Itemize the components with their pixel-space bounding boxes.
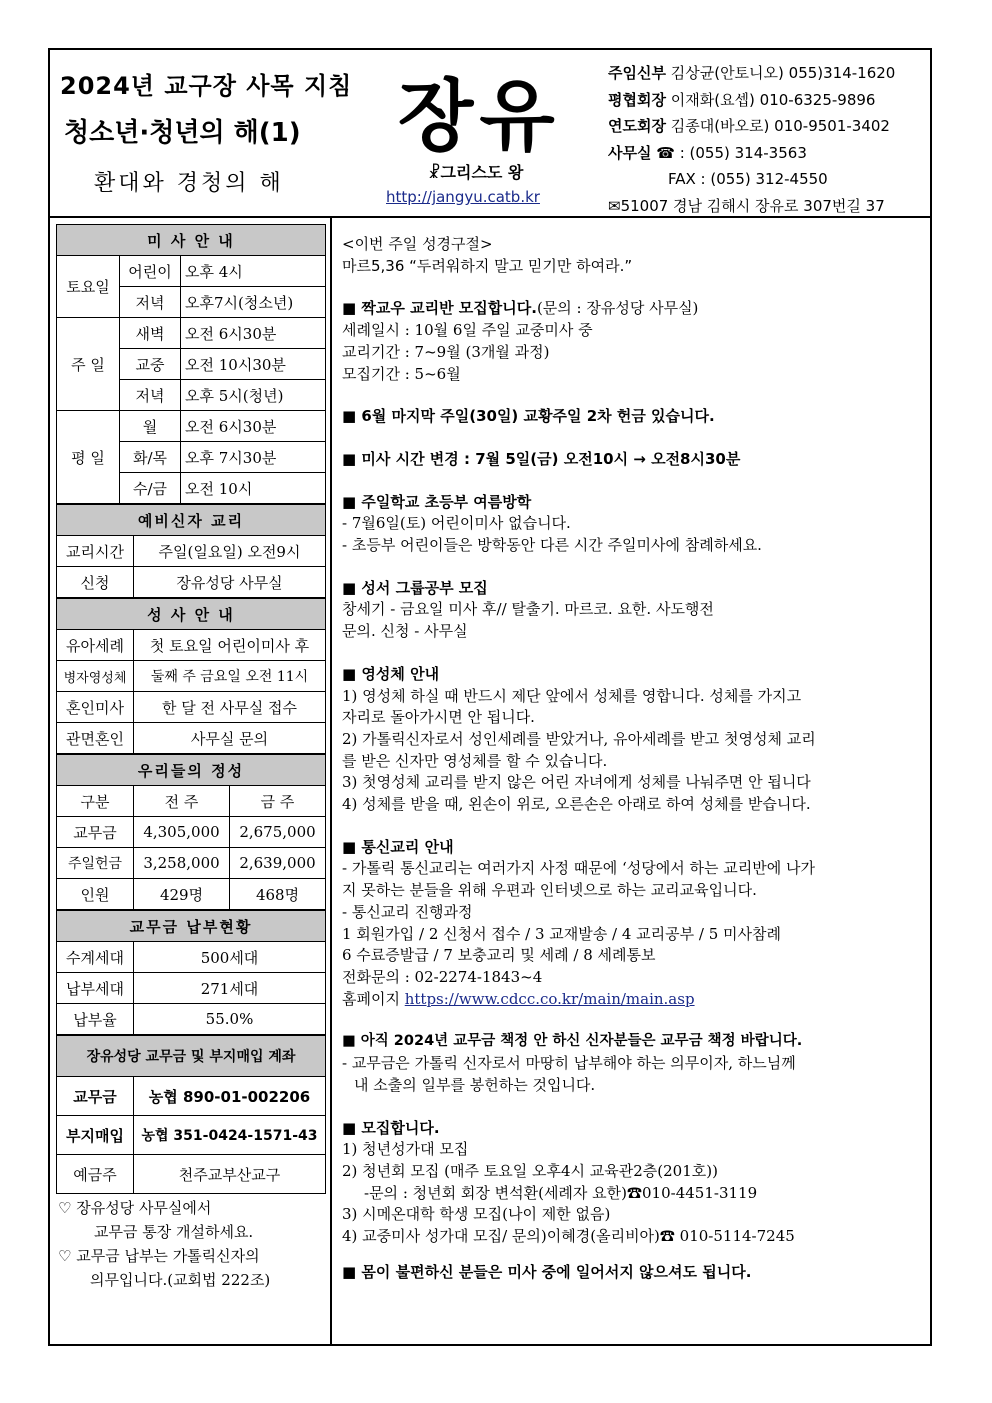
row-label: 인원 [57,879,134,910]
mass-kind: 월 [120,411,181,442]
account-table [56,1035,326,1194]
notice-line: - 7월6일(토) 어린이미사 없습니다. [342,514,571,533]
row-label: 부지매입 [57,1116,134,1155]
offering-value: 429명 [134,879,230,910]
account-number: 농협 890-01-002206 [134,1077,326,1116]
notice-heading: ■ 6월 마지막 주일(30일) 교황주일 2차 헌금 있습니다. [342,407,715,426]
offering-value: 2,675,000 [230,817,326,848]
offering-value: 468명 [230,879,326,910]
notice-line: 4) 교중미사 성가대 모집/ 문의)이혜경(올리비아)☎ 010-5114-7245 [342,1227,795,1246]
contact-label: 평협회장 [608,90,666,109]
notice-line: 4) 성체를 받을 때, 왼손이 위로, 오른손은 아래로 하여 성체를 받습니다. [342,795,811,814]
mass-time: 오후 7시30분 [181,442,326,473]
row-label: 수계세대 [57,942,134,973]
contact-label: 연도회장 [608,117,666,135]
notice-heading: ■ 아직 2024년 교무금 책정 안 하신 신자분들은 교무금 책정 바랍니다. [342,1033,803,1050]
dues-table [56,910,326,1035]
notice-line: - 교무금은 가톨릭 신자로서 마땅히 납부해야 하는 의무이자, 하느님께 [342,1054,796,1073]
sacrament-title: 성 사 안 내 [57,599,326,630]
notice-heading: ■ 통신교리 안내 [342,837,454,856]
mass-time: 오전 6시30분 [181,411,326,442]
contact-row [608,60,895,87]
notice-line: - 가톨릭 통신교리는 여러가지 사정 때문에 ‘성당에서 하는 교리반에 나가 [342,859,815,878]
row-label: 교무금 [57,1077,134,1116]
day-sunday: 주 일 [57,318,120,411]
mass-title: 미 사 안 내 [57,225,326,256]
offering-value: 4,305,000 [134,817,230,848]
parish-title: 장유 [398,72,561,162]
row-value: 사무실 문의 [134,723,326,754]
note-line: 교무금 통장 개설하세요. [94,1223,254,1241]
notice-contact: (문의 : 장유성당 사무실) [536,299,699,318]
notice-heading: ■ 주일학교 초등부 여름방학 [342,492,532,511]
mass-time: 오후 4시 [181,256,326,287]
mass-kind: 수/금 [120,473,181,504]
account-notes [56,1196,326,1292]
verse-text: 마르5,36 “두려워하지 말고 믿기만 하여라.” [342,256,633,275]
row-value: 장유성당 사무실 [134,567,326,598]
notice-line: 를 받은 신자만 영성체를 할 수 있습니다. [342,751,608,770]
mass-kind: 어린이 [120,256,181,287]
row-value: 55.0% [134,1004,326,1035]
notice-heading: ■ 짝교우 교리반 모집합니다. [342,299,537,318]
notice-line: 1) 영성체 하실 때 반드시 제단 앞에서 성체를 영합니다. 성체를 가지고 [342,686,802,705]
mass-time: 오전 10시 [181,473,326,504]
mass-kind: 새벽 [120,318,181,349]
notice-column [330,216,932,1344]
notice-line: 내 소출의 일부를 봉헌하는 것입니다. [354,1075,596,1094]
row-label: 병자영성체 [57,661,134,692]
mass-time: 오후7시(청소년) [181,287,326,318]
catechumen-title: 예비신자 교리 [57,505,326,536]
row-label: 교무금 [57,817,134,848]
account-holder: 천주교부산교구 [134,1155,326,1194]
row-value: 첫 토요일 어린이미사 후 [134,630,326,661]
row-label: 주일헌금 [57,848,134,879]
header [50,50,930,218]
row-value: 둘째 주 금요일 오전 11시 [134,661,326,692]
column-header: 구분 [57,786,134,817]
mass-schedule-table [56,224,326,504]
notice-line: 2) 청년회 모집 (매주 토요일 오후4시 교육관2층(201호)) [342,1161,718,1180]
contact-row [608,113,895,140]
row-label: 신청 [57,567,134,598]
notice-line: 교리기간 : 7~9월 (3개월 과정) [342,342,550,361]
column-header: 금 주 [230,786,326,817]
feast-name: ☧그리스도 왕 [428,163,524,182]
row-label: 혼인미사 [57,692,134,723]
left-column [56,224,326,1292]
mass-kind: 저녁 [120,380,181,411]
pastoral-guideline: 2024년 교구장 사목 지침 [60,72,353,100]
notice-line: 지 못하는 분들을 위해 우편과 인터넷으로 하는 교리교육입니다. [342,881,757,900]
notice-line: 모집기간 : 5~6월 [342,364,461,383]
notices [342,234,928,1283]
row-label: 납부세대 [57,973,134,1004]
bulletin-frame [48,48,932,1346]
notice-line: 전화문의 : 02-2274-1843~4 [342,967,543,986]
homepage-label: 홈페이지 [342,989,405,1008]
notice-line: 1) 청년성가대 모집 [342,1140,469,1159]
homepage-link[interactable]: https://www.cdcc.co.kr/main/main.asp [404,989,695,1008]
notice-line: 창세기 - 금요일 미사 후// 탈출기. 마르코. 요한. 사도행전 [342,600,714,619]
offering-table [56,754,326,910]
year-theme: 청소년·청년의 해(1) [64,118,301,148]
day-weekday: 평 일 [57,411,120,504]
row-value: 271세대 [134,973,326,1004]
verse-title: <이번 주일 성경구절> [342,235,493,253]
mass-kind: 저녁 [120,287,181,318]
notice-line: 세례일시 : 10월 6일 주일 교중미사 중 [342,321,593,340]
column-header: 전 주 [134,786,230,817]
notice-line: 1 회원가입 / 2 신청서 접수 / 3 교재발송 / 4 교리공부 / 5 미사참례 [342,924,781,943]
notice-line: 3) 첫영성체 교리를 받지 않은 어린 자녀에게 성체를 나눠주면 안 됩니다 [342,773,811,792]
notice-heading: ■ 성서 그룹공부 모집 [342,578,488,597]
notice-line: - 초등부 어린이들은 방학동안 다른 시간 주일미사에 참례하세요. [342,536,762,555]
offering-title: 우리들의 정성 [57,755,326,786]
mass-time: 오후 5시(청년) [181,380,326,411]
contact-row [608,166,895,193]
notice-line: 자리로 돌아가시면 안 됩니다. [342,708,535,727]
contact-list [608,60,895,219]
contact-label: 사무실 [608,143,652,162]
contact-label: 주임신부 [608,64,666,82]
mass-kind: 교중 [120,349,181,380]
contact-value: ✉51007 경남 김해시 장유로 307번길 37 [608,196,885,215]
mass-kind: 화/목 [120,442,181,473]
row-value: 500세대 [134,942,326,973]
notice-line: 문의. 신청 - 사무실 [342,622,468,641]
note-line: ♡ 교무금 납부는 가톨릭신자의 [58,1247,260,1265]
row-label: 교리시간 [57,536,134,567]
mass-time: 오전 6시30분 [181,318,326,349]
account-title: 장유성당 교무금 및 부지매입 계좌 [57,1036,326,1077]
sacrament-table [56,598,326,754]
row-value: 주일(일요일) 오전9시 [134,536,326,567]
row-value: 한 달 전 사무실 접수 [134,692,326,723]
notice-line: 3) 시메온대학 학생 모집(나이 제한 없음) [342,1205,611,1224]
catechumen-table [56,504,326,598]
note-line: ♡ 장유성당 사무실에서 [58,1199,212,1217]
contact-value: ☎ : (055) 314-3563 [656,143,807,162]
row-label: 납부율 [57,1004,134,1035]
notice-heading: ■ 영성체 안내 [342,664,440,683]
contact-row [608,140,895,167]
parish-website-link[interactable]: http://jangyu.catb.kr [386,188,540,206]
notice-heading: ■ 미사 시간 변경 : 7월 5일(금) 오전10시 → 오전8시30분 [342,449,741,468]
notice-line: -문의 : 청년회 회장 변석환(세례자 요한)☎010-4451-3119 [364,1183,758,1202]
row-label: 관면혼인 [57,723,134,754]
contact-value: 김상균(안토니오) 055)314-1620 [670,64,896,82]
contact-value: 김종대(바오로) 010-9501-3402 [670,117,890,135]
account-number: 농협 351-0424-1571-43 [134,1116,326,1155]
note-line: 의무입니다.(교회법 222조) [90,1271,271,1289]
year-subtheme: 환대와 경청의 해 [94,171,284,196]
mass-time: 오전 10시30분 [181,349,326,380]
offering-value: 2,639,000 [230,848,326,879]
day-saturday: 토요일 [57,256,120,318]
dues-title: 교무금 납부현황 [57,911,326,942]
notice-line: - 통신교리 진행과정 [342,902,473,921]
row-label: 예금주 [57,1155,134,1194]
contact-row [608,87,895,114]
notice-line: 2) 가톨릭신자로서 성인세례를 받았거나, 유아세례를 받고 첫영성체 교리 [342,729,816,748]
offering-value: 3,258,000 [134,848,230,879]
contact-value: 이재화(요셉) 010-6325-9896 [670,90,876,109]
contact-value: FAX : (055) 312-4550 [668,170,828,188]
row-label: 유아세례 [57,630,134,661]
notice-line: 6 수료증발급 / 7 보충교리 및 세례 / 8 세례통보 [342,946,656,965]
notice-heading: ■ 몸이 불편하신 분들은 미사 중에 일어서지 않으셔도 됩니다. [342,1262,752,1281]
notice-heading: ■ 모집합니다. [342,1118,440,1137]
